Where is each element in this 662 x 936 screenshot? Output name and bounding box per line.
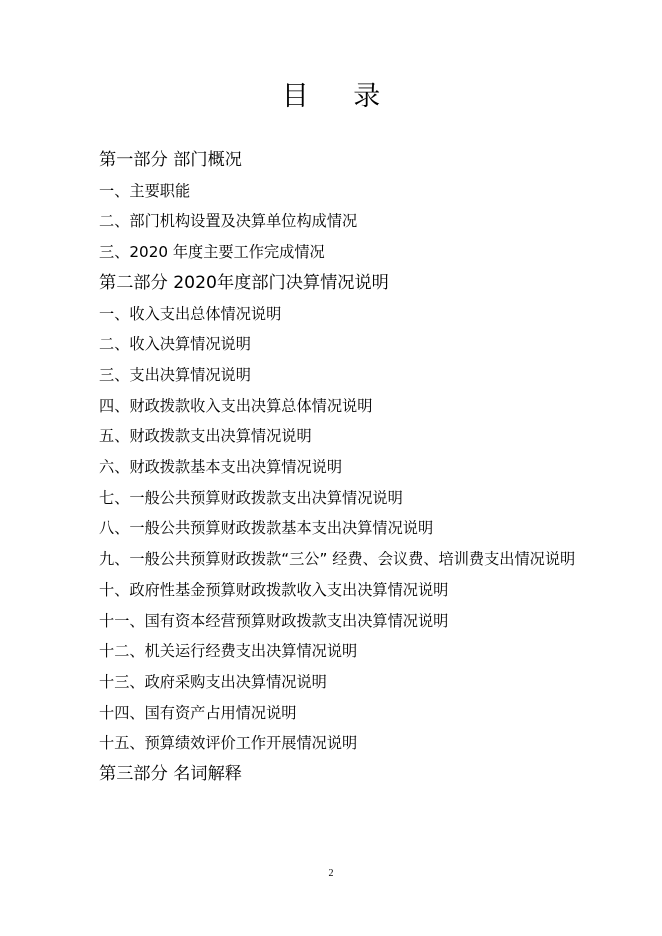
toc-item: 七、一般公共预算财政拨款支出决算情况说明	[99, 488, 403, 507]
toc-item: 一、收入支出总体情况说明	[99, 304, 282, 323]
toc-item: 十一、国有资本经营预算财政拨款支出决算情况说明	[99, 611, 449, 630]
toc-item: 二、部门机构设置及决算单位构成情况	[99, 212, 358, 231]
toc-item: 三、支出决算情况说明	[99, 365, 251, 384]
toc-item: 十四、国有资产占用情况说明	[99, 703, 297, 722]
toc-item: 五、财政拨款支出决算情况说明	[99, 427, 312, 446]
toc-item: 九、一般公共预算财政拨款“三公” 经费、会议费、培训费支出情况说明	[99, 550, 576, 569]
toc-item: 十、政府性基金预算财政拨款收入支出决算情况说明	[99, 580, 449, 599]
toc-item: 二、收入决算情况说明	[99, 335, 251, 354]
toc-item: 三、2020 年度主要工作完成情况	[99, 243, 325, 262]
toc-item: 十二、机关运行经费支出决算情况说明	[99, 642, 358, 661]
toc-item: 六、财政拨款基本支出决算情况说明	[99, 458, 342, 477]
page-title: 目 录	[281, 81, 399, 112]
toc-item: 十三、政府采购支出决算情况说明	[99, 672, 327, 691]
toc-item: 四、财政拨款收入支出决算总体情况说明	[99, 396, 373, 415]
toc-part-2: 第二部分 2020年度部门决算情况说明	[99, 272, 389, 293]
toc-item: 一、主要职能	[99, 181, 191, 200]
toc-item: 十五、预算绩效评价工作开展情况说明	[99, 734, 358, 753]
table-of-contents	[99, 145, 577, 790]
toc-part-1: 第一部分 部门概况	[99, 150, 242, 170]
toc-item: 八、一般公共预算财政拨款基本支出决算情况说明	[99, 519, 434, 538]
page-number: 2	[328, 868, 334, 879]
toc-part-3: 第三部分 名词解释	[99, 764, 242, 785]
